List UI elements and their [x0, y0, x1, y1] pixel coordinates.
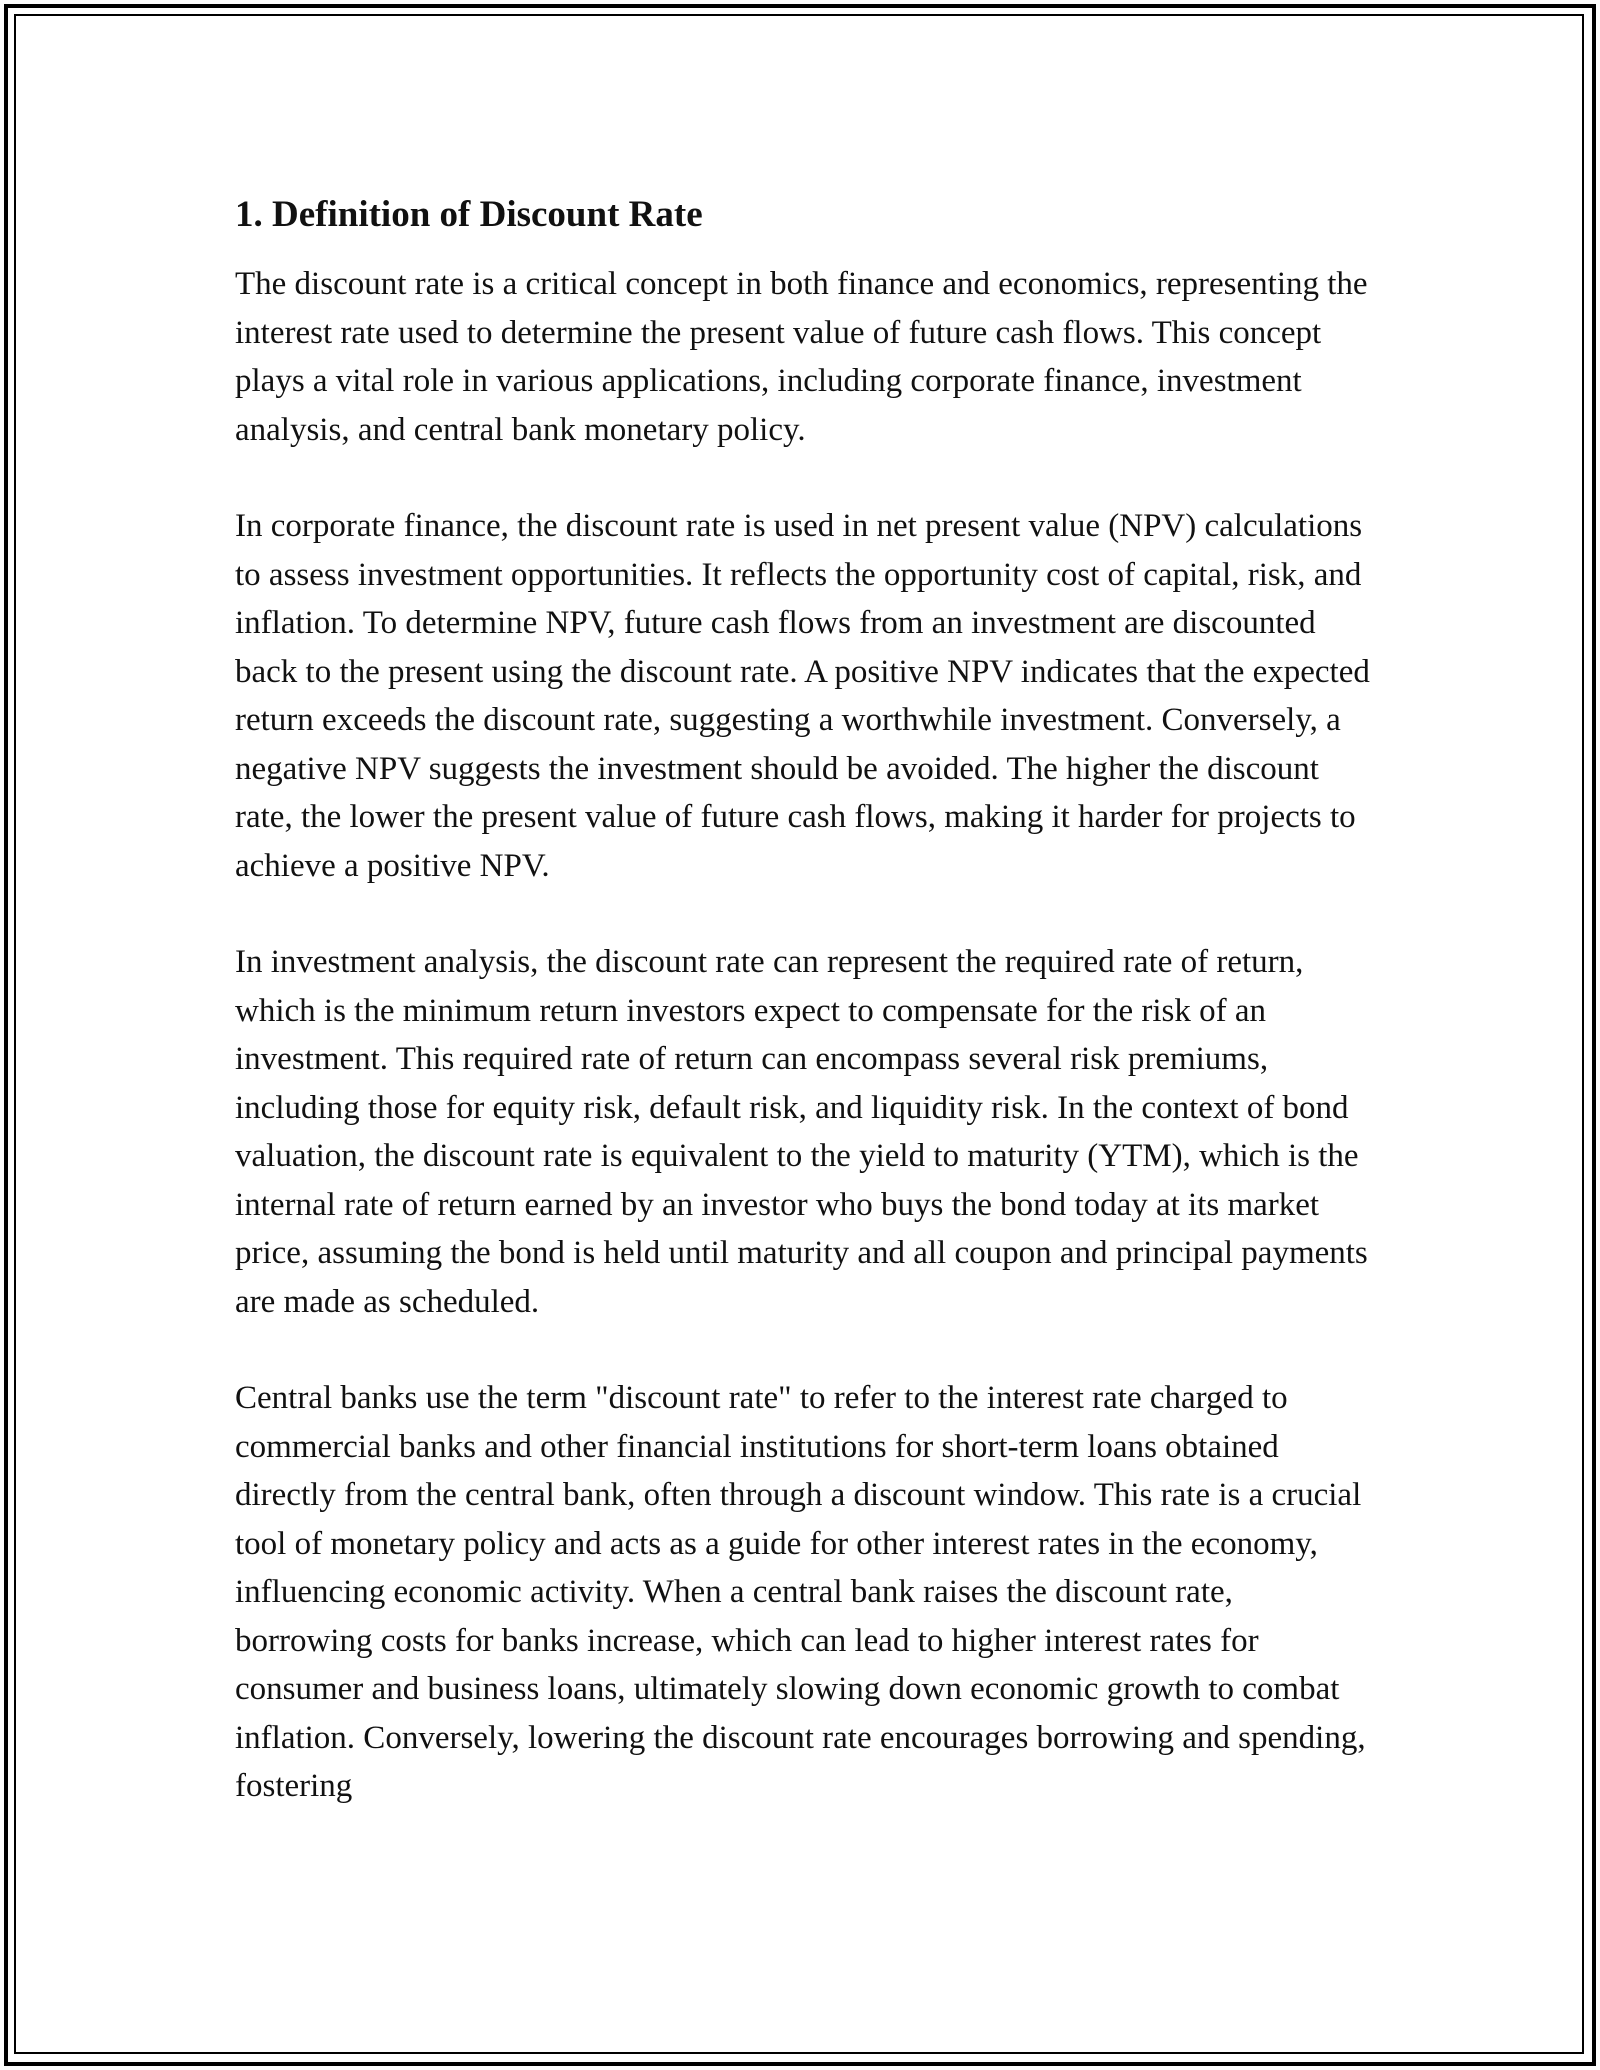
paragraph-intro: The discount rate is a critical concept in both finance and economics, representing the interest rate used to determine the present value of future cash flows. This concept plays a vital role in various applications, including corporate finance, investment analysis, and central bank monetary policy. [235, 266, 1368, 448]
paragraph-corporate-finance: In corporate finance, the discount rate is used in net present value (NPV) calculations to assess investment opportunities. It reflects the opportunity cost of capital, risk, and inflation. To determine NPV, future cash flows from an investment are discounted back to the present using the discount rate. A positive NPV indicates that the expected return exceeds the discount rate, suggesting a worthwhile investment. Conversely, a negative NPV suggests the investment should be avoided. The higher the discount rate, the lower the present value of future cash flows, making it harder for projects to achieve a positive NPV. [235, 508, 1370, 884]
document-body [235, 188, 1375, 1859]
paragraph-investment-analysis: In investment analysis, the discount rate can represent the required rate of return, which is the minimum return investors expect to compensate for the risk of an investment. This required rate of return can encompass several risk premiums, including those for equity risk, default risk, and liquidity risk. In the context of bond valuation, the discount rate is equivalent to the yield to maturity (YTM), which is the internal rate of return earned by an investor who buys the bond today at its market price, assuming the bond is held until maturity and all coupon and principal payments are made as scheduled. [235, 944, 1368, 1320]
paragraph-central-banks: Central banks use the term "discount rate" to refer to the interest rate charged to commercial banks and other financial institutions for short-term loans obtained directly from the central bank, often through a discount window. This rate is a crucial tool of monetary policy and acts as a guide for other interest rates in the economy, influencing economic activity. When a central bank raises the discount rate, borrowing costs for banks increase, which can lead to higher interest rates for consumer and business loans, ultimately slowing down economic growth to combat inflation. Conversely, lowering the discount rate encourages borrowing and spending, fostering [235, 1380, 1366, 1804]
section-heading: 1. Definition of Discount Rate [235, 194, 703, 235]
